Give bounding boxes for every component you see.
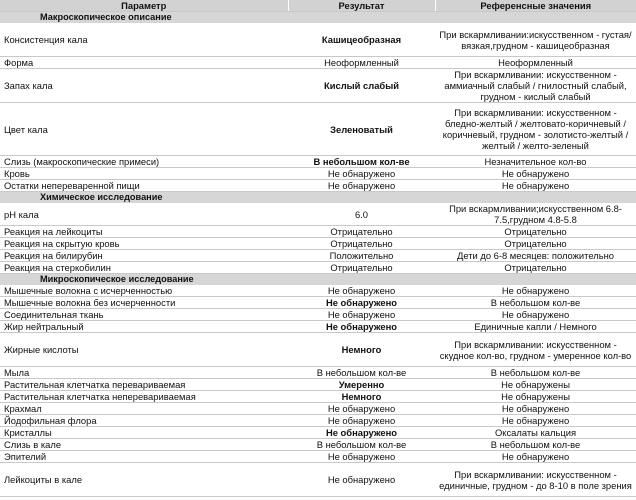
param-cell: Форма <box>0 57 288 69</box>
section-title: Химическое исследование <box>0 192 636 204</box>
param-cell: Соединительная ткань <box>0 309 288 321</box>
table-row <box>0 180 636 192</box>
reference-cell: При вскармливании: искусственном - бледно-желтый / желтовато-коричневый / коричневый, грудном - золотисто-желтый / желтый / желто-зеленый <box>435 103 636 156</box>
reference-cell: Отрицательно <box>435 226 636 238</box>
param-cell: Кровь <box>0 168 288 180</box>
reference-cell: При вскармливании: искусственном - скудное кол-во, грудном - умеренное кол-во <box>435 333 636 367</box>
result-cell: Не обнаружено <box>288 463 435 497</box>
reference-cell: Не обнаружено <box>435 285 636 297</box>
result-cell: В небольшом кол-ве <box>288 439 435 451</box>
reference-cell: В небольшом кол-ве <box>435 367 636 379</box>
table-row <box>0 203 636 226</box>
result-cell: Не обнаружено <box>288 451 435 463</box>
result-cell: Не обнаружено <box>288 180 435 192</box>
result-cell: Не обнаружено <box>288 309 435 321</box>
table-row <box>0 103 636 156</box>
result-cell: 6.0 <box>288 203 435 226</box>
reference-cell: Не обнаружено <box>435 451 636 463</box>
result-cell: Не обнаружено <box>288 321 435 333</box>
param-cell: Запах кала <box>0 69 288 103</box>
reference-cell: Не обнаружено <box>435 168 636 180</box>
table-row <box>0 285 636 297</box>
table-row <box>0 451 636 463</box>
result-cell: Положительно <box>288 250 435 262</box>
reference-cell: При вскармливании: искусственном - единичные, грудном - до 8-10 в поле зрения <box>435 463 636 497</box>
reference-cell: Не обнаружены <box>435 391 636 403</box>
reference-cell: Не обнаружено <box>435 180 636 192</box>
param-cell: Лейкоциты в кале <box>0 463 288 497</box>
result-cell: Кашицеобразная <box>288 23 435 57</box>
table-row <box>0 238 636 250</box>
table-row <box>0 333 636 367</box>
reference-cell: При вскармливании;искусственном 6.8-7.5,грудном 4.8-5.8 <box>435 203 636 226</box>
reference-cell: При вскармливании: искусственном - аммиачный слабый / гнилостный слабый, грудном - кислый слабый <box>435 69 636 103</box>
section-title: Макроскопическое описание <box>0 12 636 24</box>
param-cell: Растительная клетчатка перевариваемая <box>0 379 288 391</box>
param-cell: Жир нейтральный <box>0 321 288 333</box>
table-row <box>0 69 636 103</box>
param-cell: Мышечные волокна с исчерченностью <box>0 285 288 297</box>
table-body <box>0 12 636 497</box>
header-result: Результат <box>288 0 435 12</box>
result-cell: Не обнаружено <box>288 297 435 309</box>
result-cell: Не обнаружено <box>288 168 435 180</box>
reference-cell: Отрицательно <box>435 238 636 250</box>
result-cell: Отрицательно <box>288 226 435 238</box>
param-cell: Реакция на скрытую кровь <box>0 238 288 250</box>
table-row <box>0 321 636 333</box>
table-row <box>0 415 636 427</box>
result-cell: Немного <box>288 391 435 403</box>
result-cell: Не обнаружено <box>288 415 435 427</box>
param-cell: Крахмал <box>0 403 288 415</box>
result-cell: Отрицательно <box>288 262 435 274</box>
param-cell: Йодофильная флора <box>0 415 288 427</box>
result-cell: В небольшом кол-ве <box>288 156 435 168</box>
table-row <box>0 379 636 391</box>
reference-cell: Не обнаружены <box>435 379 636 391</box>
reference-cell: Оксалаты кальция <box>435 427 636 439</box>
table-row <box>0 403 636 415</box>
table-header-row <box>0 0 636 12</box>
result-cell: Не обнаружено <box>288 427 435 439</box>
param-cell: pH кала <box>0 203 288 226</box>
table-row <box>0 23 636 57</box>
param-cell: Растительная клетчатка неперевариваемая <box>0 391 288 403</box>
table-row <box>0 226 636 238</box>
result-cell: Немного <box>288 333 435 367</box>
param-cell: Цвет кала <box>0 103 288 156</box>
param-cell: Слизь (макроскопические примеси) <box>0 156 288 168</box>
section-header-row <box>0 192 636 204</box>
table-row <box>0 250 636 262</box>
param-cell: Консистенция кала <box>0 23 288 57</box>
param-cell: Эпителий <box>0 451 288 463</box>
param-cell: Кристаллы <box>0 427 288 439</box>
section-header-row <box>0 274 636 286</box>
table-row <box>0 439 636 451</box>
table-row <box>0 262 636 274</box>
table-row <box>0 463 636 497</box>
param-cell: Реакция на лейкоциты <box>0 226 288 238</box>
table-row <box>0 309 636 321</box>
section-header-row <box>0 12 636 24</box>
table-row <box>0 297 636 309</box>
reference-cell: Отрицательно <box>435 262 636 274</box>
reference-cell: Незначительное кол-во <box>435 156 636 168</box>
section-title: Микроскопическое исследование <box>0 274 636 286</box>
header-param: Параметр <box>0 0 288 12</box>
reference-cell: Не обнаружено <box>435 403 636 415</box>
result-cell: Не обнаружено <box>288 285 435 297</box>
table-row <box>0 367 636 379</box>
param-cell: Слизь в кале <box>0 439 288 451</box>
result-cell: Зеленоватый <box>288 103 435 156</box>
result-cell: Неоформленный <box>288 57 435 69</box>
reference-cell: Не обнаружено <box>435 309 636 321</box>
reference-cell: Единичные капли / Немного <box>435 321 636 333</box>
reference-cell: В небольшом кол-ве <box>435 439 636 451</box>
result-cell: Отрицательно <box>288 238 435 250</box>
table-row <box>0 156 636 168</box>
reference-cell: Не обнаружено <box>435 415 636 427</box>
param-cell: Реакция на стеркобилин <box>0 262 288 274</box>
param-cell: Остатки непереваренной пищи <box>0 180 288 192</box>
reference-cell: Неоформленный <box>435 57 636 69</box>
reference-cell: Дети до 6-8 месяцев: положительно <box>435 250 636 262</box>
param-cell: Мыла <box>0 367 288 379</box>
result-cell: Умеренно <box>288 379 435 391</box>
result-cell: Не обнаружено <box>288 403 435 415</box>
result-cell: Кислый слабый <box>288 69 435 103</box>
table-row <box>0 427 636 439</box>
header-reference: Референсные значения <box>435 0 636 12</box>
param-cell: Реакция на билирубин <box>0 250 288 262</box>
reference-cell: При вскармливании:искусственном - густая/вязкая,грудном - кашицеобразная <box>435 23 636 57</box>
table-row <box>0 57 636 69</box>
reference-cell: В небольшом кол-ве <box>435 297 636 309</box>
table-row <box>0 168 636 180</box>
result-cell: В небольшом кол-ве <box>288 367 435 379</box>
param-cell: Мышечные волокна без исчерченности <box>0 297 288 309</box>
table-row <box>0 391 636 403</box>
param-cell: Жирные кислоты <box>0 333 288 367</box>
